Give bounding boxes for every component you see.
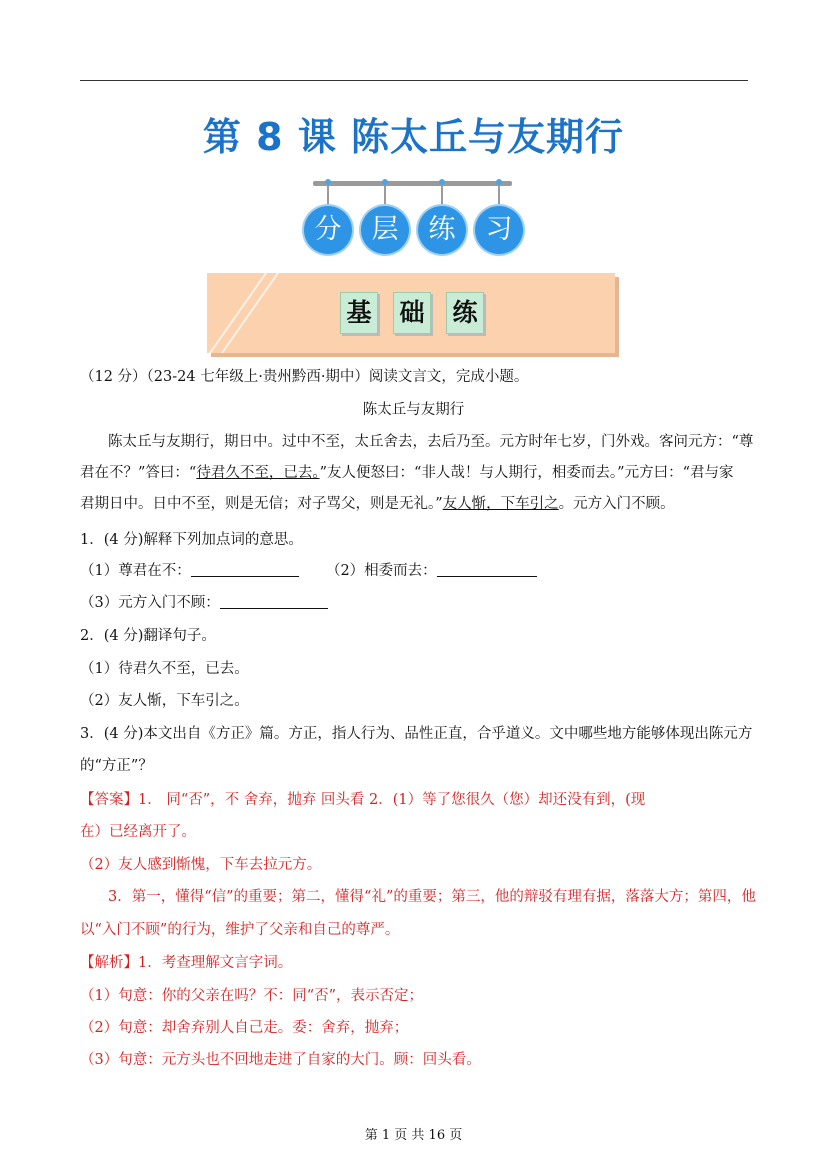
- badge-char: 层: [361, 206, 409, 254]
- badge-dot: [325, 179, 331, 185]
- question-label: （1）尊君在不：: [80, 563, 191, 579]
- answer-line: （2）友人感到惭愧，下车去拉元方。: [80, 857, 322, 873]
- passage-text: 君期日中。日中不至，则是无信；对子骂父，则是无礼。”: [80, 496, 443, 512]
- section-banner: [207, 273, 615, 353]
- question-1: 1．(4 分)解释下列加点词的意思。: [80, 532, 303, 548]
- underlined-sentence: 待君久不至，已去。: [196, 465, 320, 481]
- passage-title: 陈太丘与友期行: [362, 402, 465, 418]
- page-number: 第 1 页 共 16 页: [364, 1128, 463, 1143]
- answer-line: 【答案】1． 同“否”，不 舍弃，抛弃 回头看 2．(1）等了您很久（您）却还没有到，(现: [80, 792, 646, 808]
- section-char: 基: [340, 292, 378, 334]
- answer-line: 3．第一，懂得“信”的重要；第二，懂得“礼”的重要；第三，他的辩驳有理有据，落落大方；第四，他: [108, 889, 756, 905]
- badge-char: 练: [418, 206, 466, 254]
- answer-line: 在）已经离开了。: [80, 824, 196, 840]
- passage-line: [80, 494, 675, 514]
- answer-blank[interactable]: [437, 562, 537, 577]
- question-3-cont: 的“方正”？: [80, 758, 153, 774]
- intro-text: （12 分）（23-24 七年级上·贵州黔西·期中）阅读文言文，完成小题。: [80, 369, 529, 385]
- analysis-line: （1）句意：你的父亲在吗？不：同“否”，表示否定；: [80, 988, 424, 1004]
- badge-char: 分: [304, 206, 352, 254]
- answer-blank[interactable]: [220, 594, 328, 609]
- answer-line: 以“入门不顾”的行为，维护了父亲和自己的尊严。: [80, 922, 400, 938]
- question-3: 3．(4 分)本文出自《方正》篇。方正，指人行为、品性正直，合乎道义。文中哪些地方能够体现出陈元方: [80, 726, 753, 742]
- section-char: 练: [446, 292, 484, 334]
- banner-stripe: [209, 273, 291, 353]
- underlined-sentence: 友人惭，下车引之: [442, 496, 559, 512]
- badge-char: 习: [475, 206, 523, 254]
- question-2: 2．(4 分)翻译句子。: [80, 628, 216, 644]
- top-rule: [80, 80, 748, 81]
- question-1-1: [80, 561, 537, 581]
- page-title: 第 8 课 陈太丘与友期行: [202, 115, 625, 159]
- analysis-line: 【解析】1．考查理解文言字词。: [80, 955, 293, 971]
- analysis-line: （2）句意：却舍弃别人自己走。委：舍弃，抛弃；: [80, 1020, 409, 1036]
- question-label: （3）元方入门不顾：: [80, 595, 220, 611]
- section-char: 础: [393, 292, 431, 334]
- question-2-2: （2）友人惭，下车引之。: [80, 693, 249, 709]
- passage-text: 君在不？”答曰：“: [80, 465, 197, 481]
- question-2-1: （1）待君久不至，已去。: [80, 661, 249, 677]
- passage-line: [80, 463, 733, 483]
- passage-text: ”友人便怒曰：“非人哉！与人期行，相委而去。”元方曰：“君与家: [319, 465, 734, 481]
- badge-dot: [496, 179, 502, 185]
- passage-text: 。元方入门不顾。: [558, 496, 675, 512]
- passage-line: 陈太丘与友期行，期日中。过中不至，太丘舍去，去后乃至。元方时年七岁，门外戏。客问元方：“尊: [108, 434, 754, 450]
- analysis-line: （3）句意：元方头也不回地走进了自家的大门。顾：回头看。: [80, 1052, 481, 1068]
- answer-blank[interactable]: [191, 562, 299, 577]
- badge-hanger-bar: [313, 181, 512, 186]
- question-1-3: [80, 593, 328, 613]
- badge-dot: [439, 179, 445, 185]
- badge-dot: [382, 179, 388, 185]
- question-label: （2）相委而去：: [325, 563, 437, 579]
